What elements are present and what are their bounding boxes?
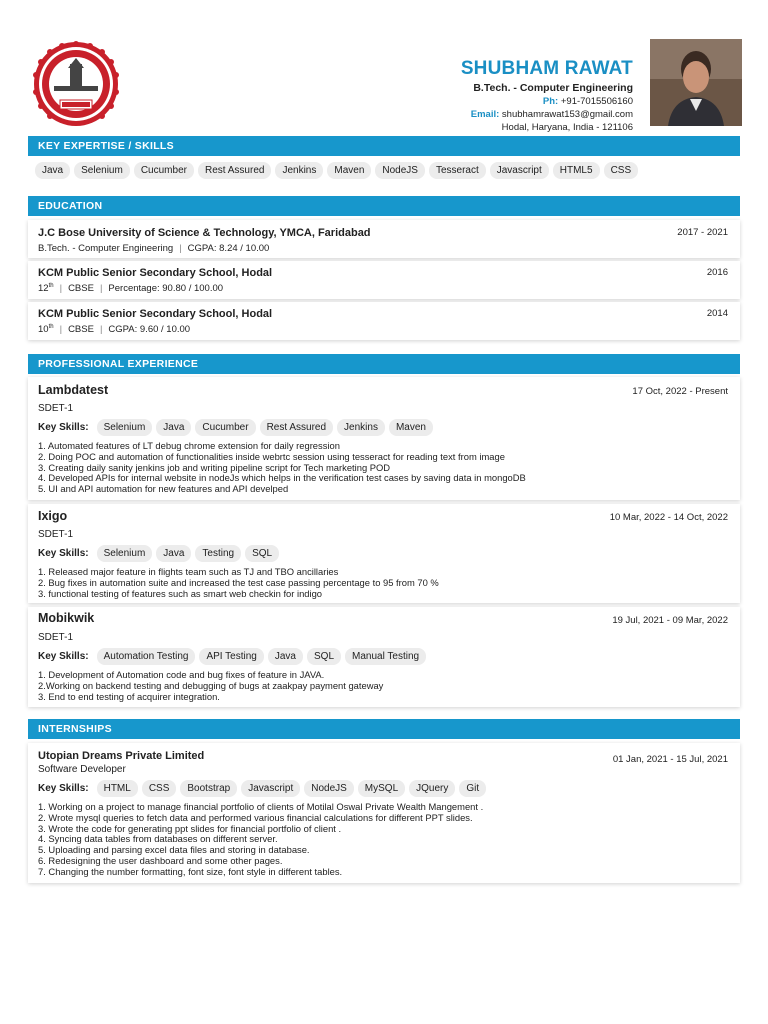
responsibility-item: 6. Redesigning the user dashboard and some other pages. (38, 854, 283, 866)
skill-chip: Javascript (490, 162, 549, 179)
education-item (28, 220, 740, 258)
job-role: SDET-1 (38, 403, 74, 414)
responsibility-list (38, 441, 526, 495)
skill-chip: Jenkins (337, 419, 385, 436)
key-skills-row (38, 545, 279, 562)
education-board: CBSE (68, 324, 94, 336)
education-grade-suffix: th (48, 283, 54, 289)
skill-chip: Java (35, 162, 70, 179)
skill-chip: Cucumber (195, 419, 255, 436)
education-score: CGPA: 9.60 / 10.00 (108, 324, 191, 336)
key-skills-label: Key Skills: (38, 651, 89, 662)
education-grade-suffix: th (48, 324, 54, 330)
skill-chip: Selenium (74, 162, 130, 179)
education-degree: B.Tech. - Computer Engineering (38, 243, 174, 254)
responsibility-item: 2. Doing POC and automation of functionalities inside webrtc session using tesseract for reading text from image (38, 450, 505, 462)
skill-chip: CSS (142, 780, 177, 797)
skill-chip: HTML (97, 780, 138, 797)
responsibility-item: 3. functional testing of features such as smart web checkin for indigo (38, 587, 323, 599)
responsibility-item: 2. Wrote mysql queries to fetch data and performed various financial calculations for different PPT slides. (38, 811, 473, 823)
education-score: Percentage: 90.80 / 100.00 (108, 283, 224, 295)
experience-item (28, 607, 740, 707)
skill-chip: Maven (389, 419, 433, 436)
skill-chip: SQL (245, 545, 279, 562)
key-skills-label: Key Skills: (38, 422, 89, 433)
key-skills-row (38, 419, 433, 436)
education-date: 2016 (706, 267, 728, 278)
responsibility-item: 2. Bug fixes in automation suite and increased the test case passing percentage to 95 from 70 % (38, 576, 439, 588)
experience-section-heading: PROFESSIONAL EXPERIENCE (28, 354, 740, 374)
responsibility-item: 2.Working on backend testing and debugging of bugs at zaakpay payment gateway (38, 679, 384, 691)
company-name: Utopian Dreams Private Limited (38, 750, 205, 762)
education-board: CBSE (68, 283, 94, 295)
company-name: Lambdatest (38, 383, 109, 397)
responsibility-item: 5. Uploading and parsing excel data files and storing in database. (38, 844, 310, 856)
skill-chip: Selenium (97, 545, 153, 562)
education-score: CGPA: 8.24 / 10.00 (187, 243, 270, 254)
experience-date: 19 Jul, 2021 - 09 Mar, 2022 (612, 615, 728, 626)
key-skills-row (38, 780, 486, 797)
phone-label: Ph: (542, 96, 559, 107)
responsibility-item: 1. Released major feature in flights team such as TJ and TBO ancillaries (38, 566, 339, 577)
responsibility-item: 7. Changing the number formatting, font size, font style in different tables. (38, 865, 343, 877)
internship-item (28, 743, 740, 883)
responsibility-item: 1. Automated features of LT debug chrome extension for daily regression (38, 440, 340, 451)
experience-item (28, 377, 740, 500)
skill-chip: Selenium (97, 419, 153, 436)
skill-chip: Git (459, 780, 486, 797)
company-name: Mobikwik (38, 611, 95, 625)
job-role: SDET-1 (38, 529, 74, 540)
skill-chip: SQL (307, 648, 341, 665)
responsibility-item: 4. Syncing data tables from databases on different server. (38, 833, 278, 845)
experience-date: 10 Mar, 2022 - 14 Oct, 2022 (609, 512, 728, 523)
responsibility-item: 5. UI and API automation for new features and API develped (38, 483, 289, 495)
experience-date: 17 Oct, 2022 - Present (632, 386, 728, 397)
skill-chip: Cucumber (134, 162, 194, 179)
responsibility-item: 4. Developed APIs for internal website in nodeJs which helps in the verification test cases by saving data in mongoDB (38, 472, 526, 484)
responsibility-list (38, 802, 483, 878)
skill-chip: Jenkins (275, 162, 323, 179)
education-grade: 10 (38, 324, 49, 336)
phone-line (461, 96, 633, 107)
internship-role: Software Developer (38, 764, 126, 775)
skill-chip: Tesseract (429, 162, 486, 179)
key-skills-label: Key Skills: (38, 548, 89, 559)
education-details: B.Tech. - Computer Engineering | CGPA: 8.24 / 10.00 (38, 243, 270, 254)
skill-chip: Javascript (241, 780, 300, 797)
skill-chip: Rest Assured (260, 419, 333, 436)
profile-photo (650, 39, 742, 126)
location: Hodal, Haryana, India - 121106 (501, 122, 633, 133)
education-grade: 12 (38, 283, 49, 295)
internships-section-heading: INTERNSHIPS (28, 719, 740, 739)
skill-chip: NodeJS (304, 780, 354, 797)
education-details: 10th | CBSE | CGPA: 9.60 / 10.00 (38, 324, 191, 336)
skill-chip: API Testing (199, 648, 263, 665)
skills-section-heading: KEY EXPERTISE / SKILLS (28, 136, 740, 156)
skill-chip: Testing (195, 545, 241, 562)
responsibility-list (38, 567, 439, 599)
skill-chip: Maven (327, 162, 371, 179)
email-line (461, 109, 633, 120)
candidate-degree: B.Tech. - Computer Engineering (473, 82, 633, 94)
contact-block (461, 58, 633, 133)
education-details: 12th | CBSE | Percentage: 90.80 / 100.00 (38, 283, 224, 295)
skill-chip: Java (156, 545, 191, 562)
institution-name: KCM Public Senior Secondary School, Hodal (38, 308, 273, 320)
responsibility-item: 3. End to end testing of acquirer integration. (38, 690, 220, 702)
skill-chip: NodeJS (375, 162, 425, 179)
key-skills-label: Key Skills: (38, 783, 89, 794)
job-role: SDET-1 (38, 632, 74, 643)
skill-chip: HTML5 (553, 162, 600, 179)
education-section-heading: EDUCATION (28, 196, 740, 216)
key-skills-row (38, 648, 426, 665)
phone-number[interactable]: +91-7015506160 (560, 96, 633, 107)
email-address[interactable]: shubhamrawat153@gmail.com (501, 109, 633, 120)
resume-header (0, 0, 768, 132)
email-label: Email: (470, 109, 500, 120)
responsibility-item: 1. Working on a project to manage financial portfolio of clients of Motilal Oswal Private Wealth Mangement . (38, 801, 484, 812)
skill-chip: CSS (604, 162, 639, 179)
responsibility-item: 3. Wrote the code for generating ppt slides for financial portfolio of client . (38, 822, 342, 834)
internship-date: 01 Jan, 2021 - 15 Jul, 2021 (612, 754, 728, 765)
skill-chip: Bootstrap (180, 780, 237, 797)
skill-chip: Java (156, 419, 191, 436)
skill-chip: Rest Assured (198, 162, 271, 179)
skill-chip: Automation Testing (97, 648, 196, 665)
responsibility-item: 1. Development of Automation code and bug fixes of feature in JAVA. (38, 669, 325, 680)
skill-chip: Java (268, 648, 303, 665)
skill-chip: Manual Testing (345, 648, 426, 665)
company-name: Ixigo (38, 509, 68, 523)
responsibility-list (38, 670, 383, 702)
institution-name: J.C Bose University of Science & Technology, YMCA, Faridabad (38, 227, 371, 239)
skills-chip-list (35, 162, 638, 179)
skill-chip: MySQL (358, 780, 405, 797)
candidate-name: SHUBHAM RAWAT (460, 58, 633, 79)
university-seal-logo (32, 40, 120, 128)
skill-chip: JQuery (409, 780, 455, 797)
education-date: 2017 - 2021 (677, 227, 728, 238)
institution-name: KCM Public Senior Secondary School, Hodal (38, 267, 273, 279)
education-item (28, 261, 740, 299)
education-date: 2014 (706, 308, 728, 319)
education-item (28, 302, 740, 340)
responsibility-item: 3. Creating daily sanity jenkins job and writing pipeline script for Tech marketing POD (38, 461, 391, 473)
experience-item (28, 504, 740, 603)
